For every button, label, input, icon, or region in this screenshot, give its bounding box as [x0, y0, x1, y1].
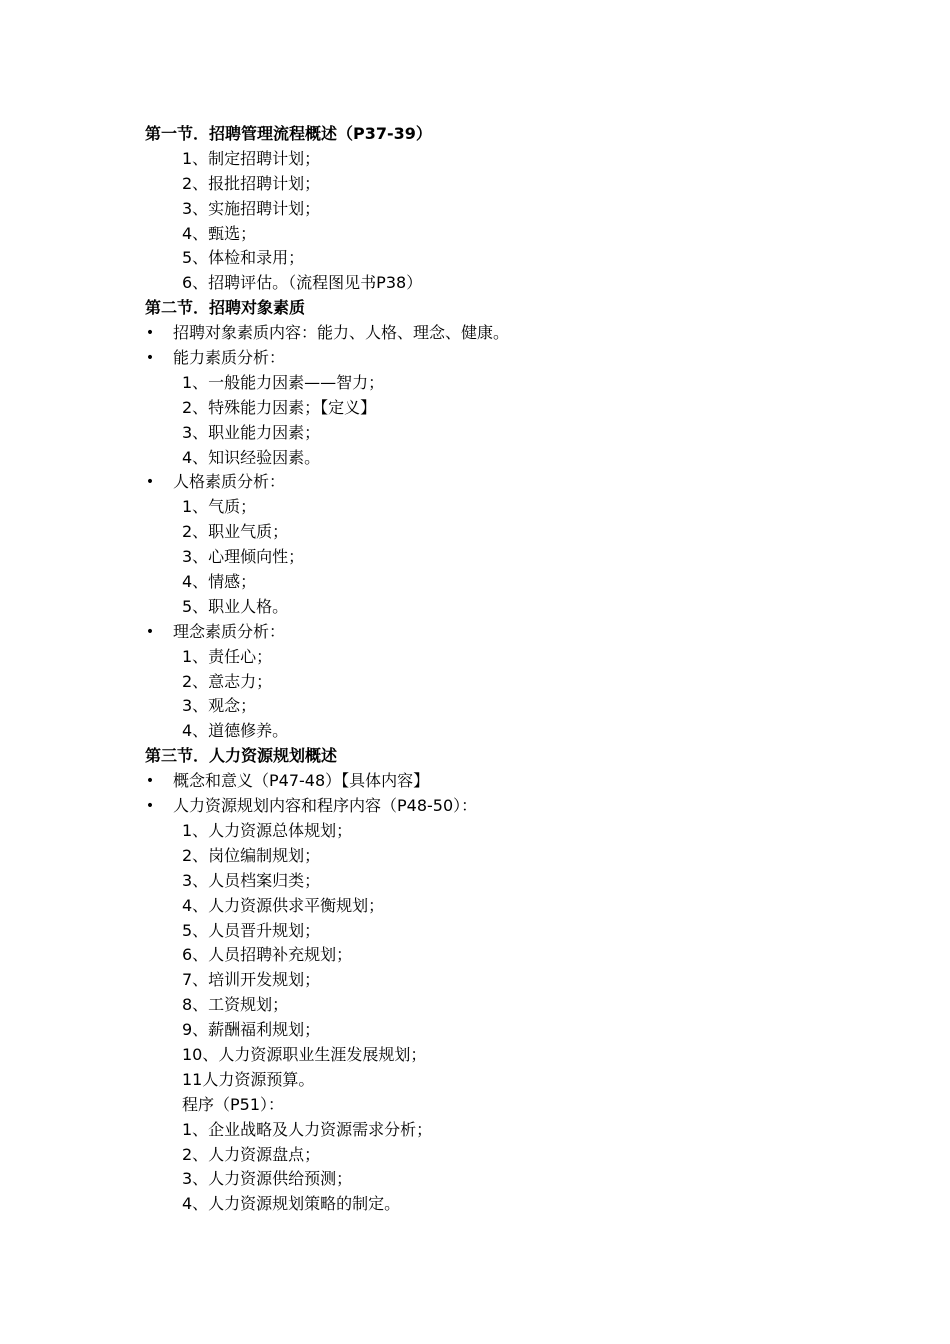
bullet-text: 招聘对象素质内容：能力、人格、理念、健康。 — [173, 323, 510, 343]
bullet-item — [145, 620, 905, 645]
list-item: 3、人员档案归类； — [182, 870, 321, 890]
list-item: 程序（P51）： — [182, 1094, 285, 1114]
bullet-dot-icon: • — [145, 350, 155, 367]
list-item: 3、观念； — [182, 696, 257, 716]
bullet-item — [145, 769, 905, 794]
list-item: 3、心理倾向性； — [182, 547, 305, 567]
list-item: 5、人员晋升规划； — [182, 920, 321, 940]
bullet-item — [145, 470, 905, 495]
list-item: 3、职业能力因素； — [182, 422, 321, 442]
list-item: 1、一般能力因素——智力； — [182, 372, 385, 392]
bullet-dot-icon: • — [145, 474, 155, 491]
list-item: 8、工资规划； — [182, 995, 289, 1015]
bullet-text: 能力素质分析： — [173, 348, 286, 368]
list-item: 1、责任心； — [182, 646, 273, 666]
bullet-dot-icon: • — [145, 798, 155, 815]
list-item: 3、人力资源供给预测； — [182, 1169, 353, 1189]
list-item: 4、甄选； — [182, 223, 257, 243]
list-item: 2、报批招聘计划； — [182, 173, 321, 193]
list-item: 1、制定招聘计划； — [182, 148, 321, 168]
list-item: 5、体检和录用； — [182, 248, 305, 268]
bullet-text: 人格素质分析： — [173, 472, 286, 492]
list-item: 4、人力资源规划策略的制定。 — [182, 1194, 401, 1214]
document-body — [145, 122, 905, 1217]
bullet-text: 理念素质分析： — [173, 621, 286, 641]
bullet-text: 概念和意义（P47-48）【具体内容】 — [173, 771, 430, 791]
list-item: 2、岗位编制规划； — [182, 845, 321, 865]
list-item: 4、道德修养。 — [182, 721, 289, 741]
list-item: 4、知识经验因素。 — [182, 447, 321, 467]
list-item: 11人力资源预算。 — [182, 1069, 315, 1089]
bullet-text: 人力资源规划内容和程序内容（P48-50）： — [173, 796, 478, 816]
list-item: 2、人力资源盘点； — [182, 1144, 321, 1164]
section-heading: 第一节．招聘管理流程概述（P37-39） — [145, 124, 432, 143]
list-item: 6、招聘评估。（流程图见书P38） — [182, 273, 423, 293]
bullet-item — [145, 321, 905, 346]
list-item: 2、特殊能力因素；【定义】 — [182, 397, 377, 417]
section-heading: 第三节．人力资源规划概述 — [145, 746, 338, 766]
bullet-item — [145, 794, 905, 819]
bullet-dot-icon: • — [145, 623, 155, 640]
list-item: 10、人力资源职业生涯发展规划； — [182, 1044, 427, 1064]
list-item: 4、人力资源供求平衡规划； — [182, 895, 385, 915]
list-item: 5、职业人格。 — [182, 596, 289, 616]
list-item: 1、人力资源总体规划； — [182, 820, 353, 840]
list-item: 1、企业战略及人力资源需求分析； — [182, 1119, 433, 1139]
list-item: 2、职业气质； — [182, 522, 289, 542]
list-item: 1、气质； — [182, 497, 257, 517]
bullet-dot-icon: • — [145, 773, 155, 790]
list-item: 2、意志力； — [182, 671, 273, 691]
list-item: 7、培训开发规划； — [182, 970, 321, 990]
list-item: 6、人员招聘补充规划； — [182, 945, 353, 965]
list-item: 9、薪酬福利规划； — [182, 1020, 321, 1040]
list-item: 4、情感； — [182, 572, 257, 592]
section-heading: 第二节．招聘对象素质 — [145, 298, 306, 318]
list-item: 3、实施招聘计划； — [182, 198, 321, 218]
bullet-item — [145, 346, 905, 371]
bullet-dot-icon: • — [145, 325, 155, 342]
